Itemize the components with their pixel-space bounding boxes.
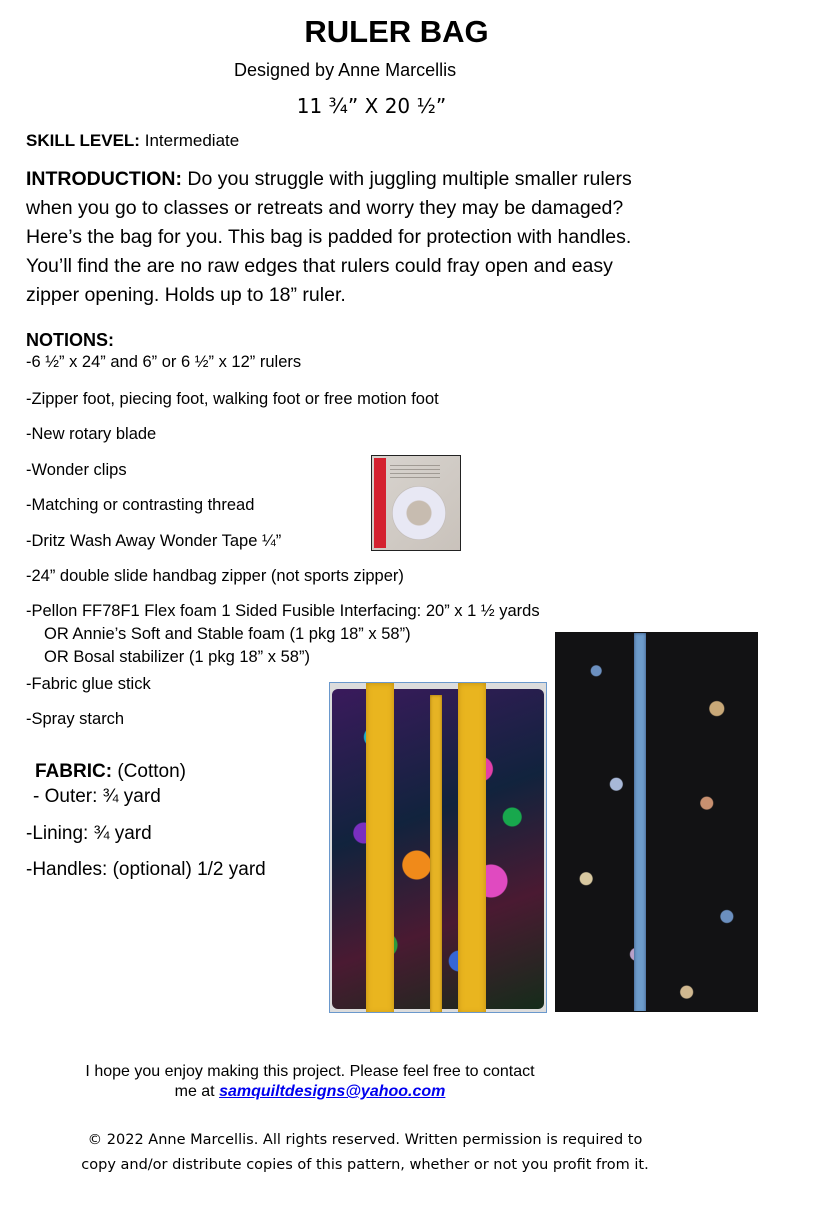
intro-line-1: INTRODUCTION: Do you struggle with juggling multiple smaller rulers [26,168,632,190]
notion-item-alternative: OR Bosal stabilizer (1 pkg 18” x 58”) [44,648,310,666]
notion-item: -Dritz Wash Away Wonder Tape ¼” [26,532,282,550]
intro-line-2: when you go to classes or retreats and worry they may be damaged? [26,197,624,219]
intro-line-3: Here’s the bag for you. This bag is padded for protection with handles. [26,226,632,248]
notion-item: -Wonder clips [26,461,127,479]
notion-item: -Matching or contrasting thread [26,496,255,514]
right-handle-decor [458,683,486,1013]
notion-item-alternative: OR Annie’s Soft and Stable foam (1 pkg 18” x 58”) [44,625,411,643]
fabric-item: - Outer: ¾ yard [33,786,161,807]
fabric-item: -Handles: (optional) 1/2 yard [26,859,266,880]
page-title: RULER BAG [304,14,489,49]
designer-credit: Designed by Anne Marcellis [234,60,457,80]
finished-dimensions: 11 ¾” X 20 ½” [296,94,447,118]
fabric-note: (Cotton) [112,761,186,782]
package-header-decor [374,458,386,548]
notions-heading: NOTIONS: [26,330,114,350]
notion-item: -Pellon FF78F1 Flex foam 1 Sided Fusible Interfacing: 20” x 1 ½ yards [26,602,540,620]
notion-item: -Fabric glue stick [26,675,151,693]
skill-level-label: SKILL LEVEL: [26,131,140,150]
notion-item: -New rotary blade [26,425,157,443]
intro-label: INTRODUCTION: [26,168,182,190]
notion-item: -24” double slide handbag zipper (not sports zipper) [26,567,404,585]
copyright-notice: © 2022 Anne Marcellis. All rights reserved. Written permission is required to copy and/or distribute copies of this pattern, whether or not you profit from it. [81,1132,649,1173]
introduction [26,165,746,310]
notion-item: -Zipper foot, piecing foot, walking foot or free motion foot [26,390,439,408]
intro-line-4: You’ll find the are no raw edges that rulers could fray open and easy [26,255,613,277]
contact-line: me at samquiltdesigns@yahoo.com [174,1083,446,1100]
skill-level-value: Intermediate [144,131,240,150]
package-text-decor [390,462,440,478]
notion-item: -6 ½” x 24” and 6” or 6 ½” x 12” rulers [26,353,302,371]
fabric-heading [35,761,186,783]
black-bag-photo [555,632,758,1012]
colorful-bag-photo [329,682,547,1013]
wonder-tape-photo [371,455,461,551]
notion-item: -Spray starch [26,710,125,728]
closing-message [0,1062,620,1102]
intro-line-5: zipper opening. Holds up to 18” ruler. [26,284,346,306]
email-link[interactable]: samquiltdesigns@yahoo.com [219,1083,446,1100]
left-handle-decor [366,683,394,1013]
yellow-zipper-decor [430,695,442,1013]
blue-zipper-decor [634,633,646,1012]
fabric-item: -Lining: ¾ yard [26,823,152,844]
fabric-label: FABRIC: [35,761,113,782]
tape-roll-decor [392,486,446,540]
closing-line: I hope you enjoy making this project. Please feel free to contact [85,1063,535,1080]
skill-level [26,131,239,151]
